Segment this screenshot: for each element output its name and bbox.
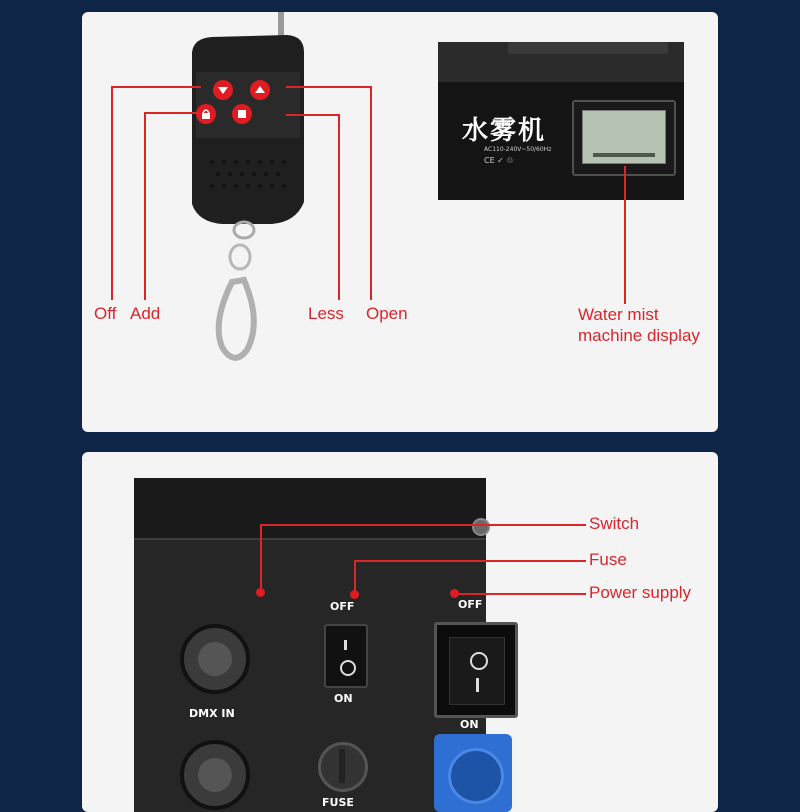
fuse-holder <box>318 742 368 792</box>
certification-marks: CE ✓ ♲ <box>484 156 514 165</box>
label-display-line1: Water mist <box>578 305 659 324</box>
label-open: Open <box>366 304 408 323</box>
machine-title: 水雾机 <box>462 116 547 146</box>
fuse-switch <box>324 624 368 688</box>
keychain-clip <box>219 280 254 358</box>
screw <box>472 518 490 536</box>
small-switch-on-label: ON <box>334 692 353 705</box>
rear-panel-section <box>82 452 718 812</box>
power-switch-off-label: OFF <box>458 598 483 611</box>
label-fuse: Fuse <box>589 550 627 569</box>
label-off: Off <box>94 304 117 323</box>
machine-spec: AC110-240V~50/60Hz <box>484 146 552 153</box>
keyring-loop <box>234 222 254 238</box>
rear-panel-photo <box>134 478 486 812</box>
label-add: Add <box>130 304 161 323</box>
power-switch <box>434 622 518 718</box>
label-power-supply: Power supply <box>589 583 692 602</box>
dmx-in-connector <box>180 624 250 694</box>
remote-and-display-panel <box>82 12 718 432</box>
fuse-label: FUSE <box>322 796 354 809</box>
label-switch: Switch <box>589 514 640 533</box>
small-switch-off-label: OFF <box>330 600 355 613</box>
machine-front-photo <box>438 42 684 200</box>
dmx-in-label: DMX IN <box>189 707 235 720</box>
label-less: Less <box>308 304 344 323</box>
label-display-line2: machine display <box>578 326 700 345</box>
lcd-display <box>572 100 676 176</box>
power-switch-on-label: ON <box>460 718 479 731</box>
power-supply-connector <box>434 734 512 812</box>
lcd-screen <box>582 110 666 164</box>
